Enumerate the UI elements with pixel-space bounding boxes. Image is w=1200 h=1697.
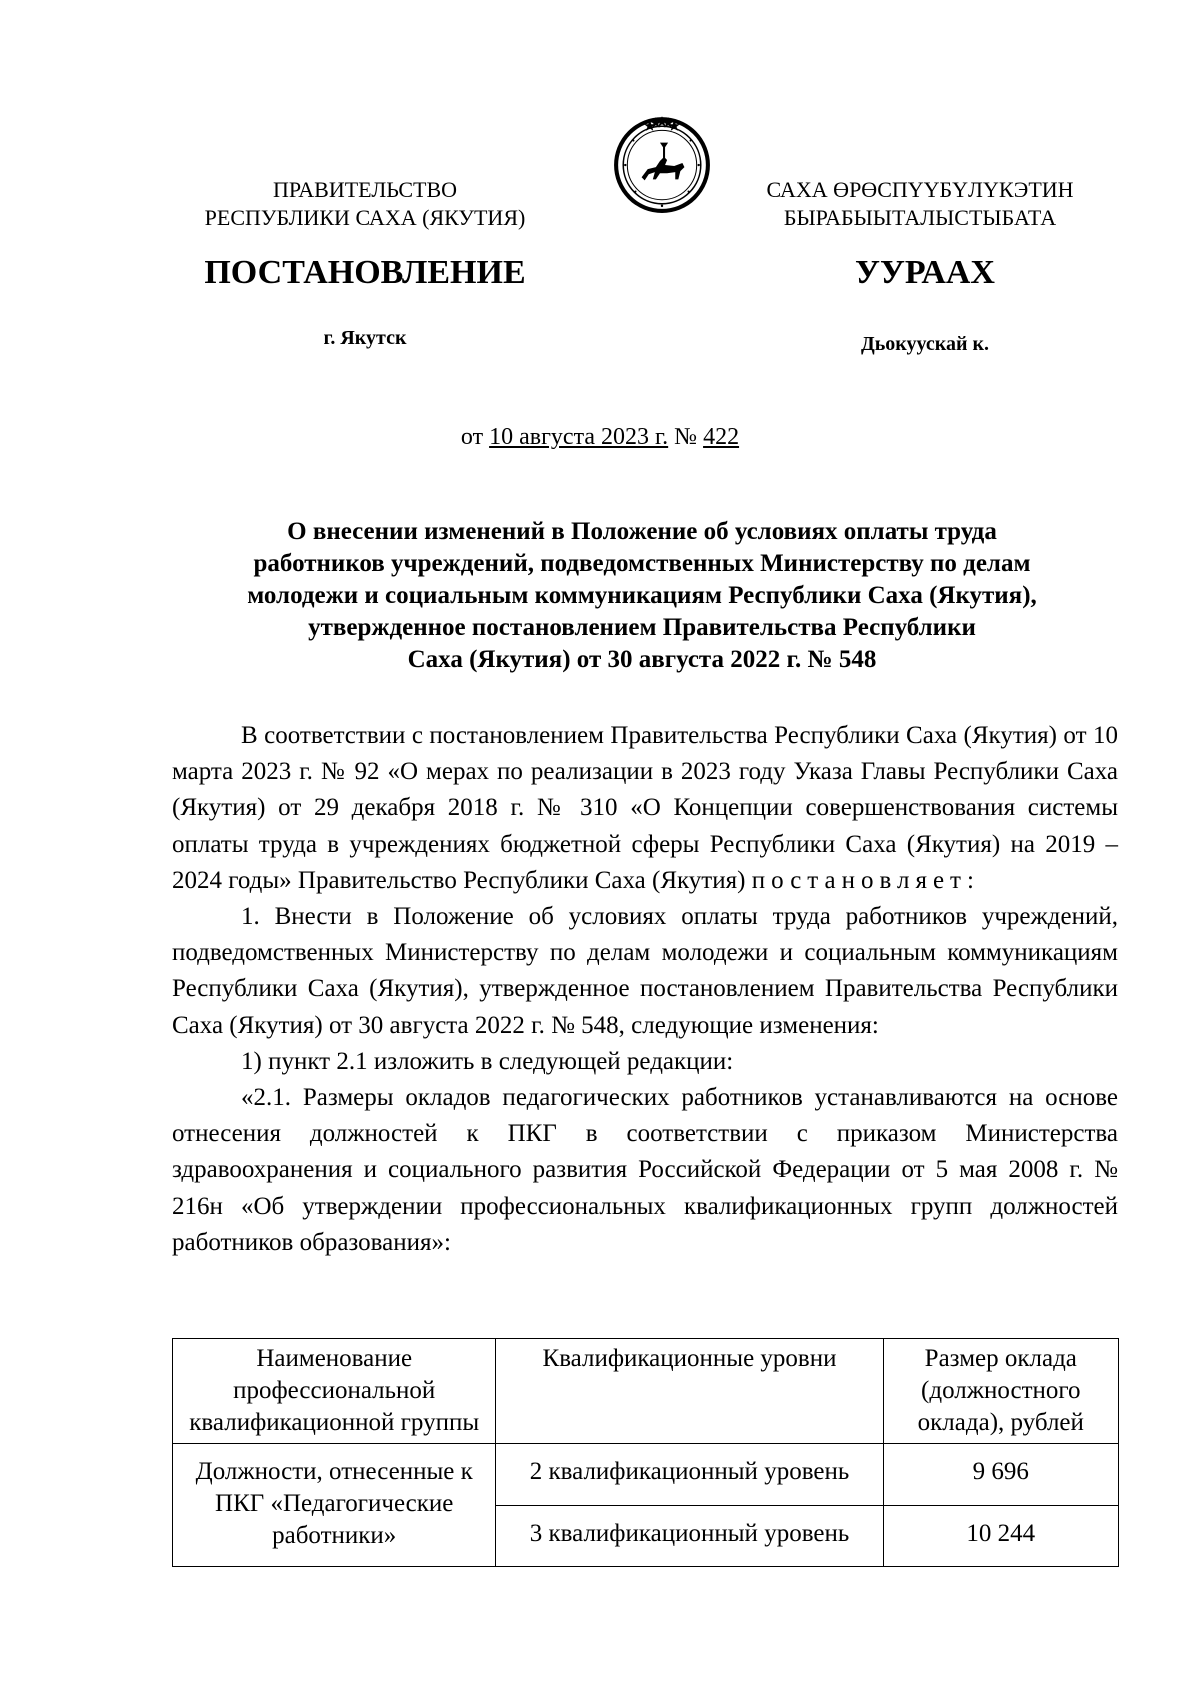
government-name-ru bbox=[175, 176, 555, 232]
table-header-row bbox=[173, 1339, 1119, 1444]
title-line-3: молодежи и социальным коммуникациям Республики Саха (Якутия), bbox=[247, 582, 1037, 609]
table-cell-group: Должности, отнесенные к ПКГ «Педагогические работники» bbox=[173, 1444, 496, 1567]
paragraph-clause-2-1: «2.1. Размеры окладов педагогических работников устанавливаются на основе отнесения должностей к ПКГ в соответствии с приказом Министерства здравоохранения и социального развития Российской Федерации от 5 мая 2008 г. № 216н «Об утверждении профессиональных квалификационных групп должностей работников образования»: bbox=[172, 1084, 1118, 1256]
title-line-1: О внесении изменений в Положение об условиях оплаты труда bbox=[287, 518, 997, 545]
government-line-2-sah: БЫРАБЫЫТАЛЫСТЫБАТА bbox=[783, 205, 1057, 230]
doc-type-ru: ПОСТАНОВЛЕНИЕ bbox=[204, 254, 526, 291]
city-sah: Дьокуускай к. bbox=[860, 333, 990, 355]
government-line-1: ПРАВИТЕЛЬСТВО bbox=[272, 177, 458, 202]
document-date: 10 августа 2023 г. bbox=[489, 424, 669, 450]
coat-of-arms-icon bbox=[611, 112, 713, 214]
table-cell-level: 3 квалификационный уровень bbox=[496, 1505, 883, 1567]
paragraph-preamble bbox=[172, 718, 1118, 899]
title-line-5: Саха (Якутия) от 30 августа 2022 г. № 548 bbox=[407, 646, 877, 673]
title-line-4: утвержденное постановлением Правительства Республики bbox=[308, 614, 976, 641]
salary-table bbox=[172, 1338, 1119, 1567]
date-prefix: от bbox=[460, 424, 490, 450]
government-line-1-sah: САХА ӨРӨСПҮҮБҮЛҮКЭТИН bbox=[766, 177, 1074, 202]
government-line-2: РЕСПУБЛИКИ САХА (ЯКУТИЯ) bbox=[204, 205, 526, 230]
document-number: 422 bbox=[703, 424, 740, 450]
paragraph-item-1: 1. Внести в Положение об условиях оплаты труда работников учреждений, подведомственных Министерству по делам молодежи и социальным коммуникациям Республики Саха (Якутия), утвержденное постановлением Правительства Республики Саха (Якутия) от 30 августа 2022 г. № 548, следующие изменения: bbox=[172, 903, 1118, 1039]
doc-type-sah: УУРААХ bbox=[855, 254, 995, 291]
preamble-resolves: постановляет: bbox=[751, 866, 980, 894]
date-number-line bbox=[0, 424, 1200, 451]
table-cell-level: 2 квалификационный уровень bbox=[496, 1444, 883, 1506]
table-cell-salary: 10 244 bbox=[883, 1505, 1118, 1567]
document-body bbox=[172, 718, 1118, 1261]
paragraph-subitem-1: 1) пункт 2.1 изложить в следующей редакции: bbox=[241, 1047, 734, 1075]
government-name-sah bbox=[735, 176, 1105, 232]
table-header-group: Наименование профессиональной квалификационной группы bbox=[173, 1339, 496, 1444]
title-line-2: работников учреждений, подведомственных Министерству по делам bbox=[253, 550, 1031, 577]
table-header-levels: Квалификационные уровни bbox=[496, 1339, 883, 1444]
table-cell-salary: 9 696 bbox=[883, 1444, 1118, 1506]
number-label: № bbox=[668, 424, 704, 450]
table-row bbox=[173, 1444, 1119, 1506]
preamble-text: В соответствии с постановлением Правительства Республики Саха (Якутия) от 10 марта 2023 г. № 92 «О мерах по реализации в 2023 году Указа Главы Республики Саха (Якутия) от 29 декабря 2018 г. № 310 «О Концепции совершенствования системы оплаты труда в учреждениях бюджетной сферы Республики Саха (Якутия) на 2019 – 2024 годы» Правительство Республики Саха (Якутия) bbox=[172, 722, 1118, 894]
table-header-salary: Размер оклада (должностного оклада), рублей bbox=[883, 1339, 1118, 1444]
document-title bbox=[172, 516, 1112, 676]
city-ru: г. Якутск bbox=[323, 327, 407, 349]
